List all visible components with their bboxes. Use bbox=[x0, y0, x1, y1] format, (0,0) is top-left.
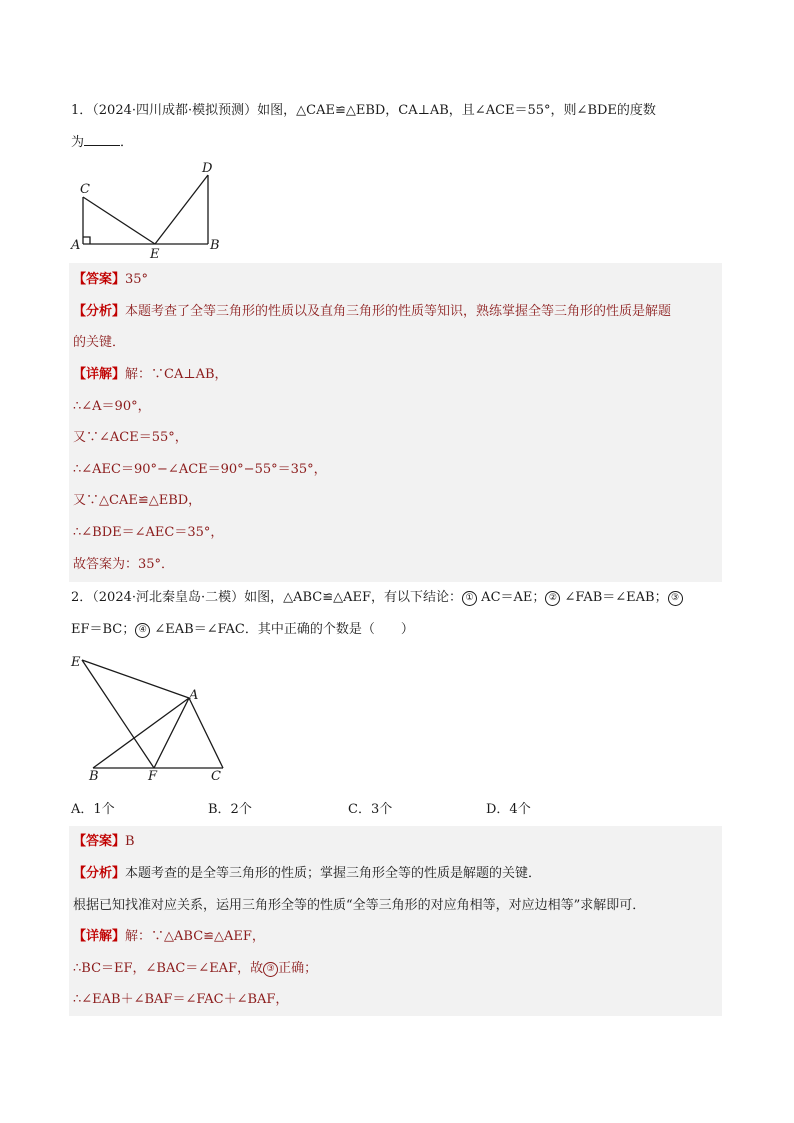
q1-label-d: D bbox=[202, 161, 213, 176]
q1-label-e: E bbox=[150, 247, 160, 262]
q1-analysis-text1: 本题考查了全等三角形的性质以及直角三角形的性质等知识，熟练掌握全等三角形的性质是解题 bbox=[125, 304, 672, 319]
q2-stem-line1 bbox=[71, 588, 683, 608]
q1-analysis-tag: 【分析】 bbox=[73, 304, 126, 319]
q2-segment-ac bbox=[189, 698, 223, 768]
q2-step-2: ∴∠EAB＋∠BAF＝∠FAC＋∠BAF， bbox=[73, 992, 289, 1007]
q1-solution-box bbox=[69, 263, 722, 582]
q2-stem-line2 bbox=[71, 620, 414, 640]
q2-analysis-line1 bbox=[73, 864, 541, 884]
q2-solution-box bbox=[69, 826, 722, 1016]
q2-option-c[interactable]: C．3个 bbox=[348, 802, 393, 817]
q2-segment-fa bbox=[154, 698, 189, 768]
q1-analysis-line2: 的关键． bbox=[73, 335, 126, 350]
q2-label-b: B bbox=[89, 769, 99, 784]
q2-analysis-line2: 根据已知找准对应关系，运用三角形全等的性质“全等三角形的对应角相等，对应边相等”求解即可． bbox=[73, 898, 646, 913]
q2-detail-line1 bbox=[73, 927, 265, 947]
q1-answer-blank bbox=[84, 133, 120, 146]
q2-circle-4: ④ bbox=[135, 623, 150, 638]
q1-segment-ed bbox=[155, 175, 208, 244]
q1-stem-line2 bbox=[71, 133, 133, 153]
q2-label-c: C bbox=[211, 769, 221, 784]
q1-label-b: B bbox=[210, 238, 220, 253]
q2-conclusion-1: AC＝AE； bbox=[477, 590, 546, 605]
q1-step-2: 又∵∠ACE＝55°， bbox=[73, 430, 188, 445]
q1-detail-tag: 【详解】 bbox=[73, 367, 126, 382]
q1-figure bbox=[62, 155, 232, 263]
q2-figure bbox=[62, 650, 232, 785]
q2-option-d[interactable]: D．4个 bbox=[486, 802, 531, 817]
q1-answer-line bbox=[73, 270, 148, 290]
q2-detail-tag: 【详解】 bbox=[73, 929, 126, 944]
q1-analysis-line1 bbox=[73, 302, 671, 322]
q2-label-e: E bbox=[71, 655, 81, 670]
q1-stem-suffix: ． bbox=[120, 135, 134, 150]
q1-step-1: ∴∠A＝90°， bbox=[73, 399, 151, 414]
q1-stem-prefix: 为 bbox=[71, 135, 85, 150]
q2-step-1 bbox=[73, 959, 317, 979]
q2-option-a[interactable]: A．1个 bbox=[71, 802, 115, 817]
q2-conclusion-3: EF＝BC； bbox=[71, 622, 136, 637]
q2-analysis-text1: 本题考查的是全等三角形的性质；掌握三角形全等的性质是解题的关键． bbox=[125, 866, 542, 881]
q2-segment-ea bbox=[82, 660, 189, 698]
q2-stem-text1: 2．（2024·河北秦皇岛·二模）如图，△ABC≌△AEF，有以下结论： bbox=[71, 590, 463, 605]
q2-conclusion-2: ∠FAB＝∠EAB； bbox=[560, 590, 668, 605]
q2-analysis-tag: 【分析】 bbox=[73, 866, 126, 881]
q2-answer-value: B bbox=[125, 834, 135, 849]
q1-step-6: 故答案为：35°． bbox=[73, 557, 175, 572]
q2-step-1-text: ∴BC＝EF，∠BAC＝∠EAF，故 bbox=[73, 961, 264, 976]
q2-label-a: A bbox=[189, 688, 199, 703]
q1-segment-ce bbox=[83, 197, 155, 244]
q2-step-1-end: 正确； bbox=[278, 961, 318, 976]
q2-circle-2: ② bbox=[545, 591, 560, 606]
q1-step-3: ∴∠AEC＝90°−∠ACE＝90°−55°＝35°， bbox=[73, 462, 327, 477]
q2-segment-ba bbox=[93, 698, 189, 768]
q1-detail-line1 bbox=[73, 365, 228, 385]
q2-circle-3: ③ bbox=[668, 591, 683, 606]
q1-detail-text1: 解：∵CA⊥AB， bbox=[125, 367, 228, 382]
q2-conclusion-4: ∠EAB＝∠FAC．其中正确的个数是（ ） bbox=[150, 622, 414, 637]
q2-label-f: F bbox=[148, 769, 158, 784]
q1-stem-line1: 1．（2024·四川成都·模拟预测）如图，△CAE≌△EBD，CA⊥AB，且∠ACE＝55°，则∠BDE的度数 bbox=[71, 103, 656, 118]
q2-step-1-circle: ③ bbox=[263, 962, 278, 977]
q2-circle-1: ① bbox=[462, 591, 477, 606]
q2-answer-line bbox=[73, 832, 135, 852]
q1-answer-value: 35° bbox=[125, 272, 149, 287]
q1-answer-tag: 【答案】 bbox=[73, 272, 126, 287]
q1-label-a: A bbox=[71, 238, 81, 253]
q1-step-5: ∴∠BDE＝∠AEC＝35°， bbox=[73, 525, 224, 540]
q2-option-b[interactable]: B．2个 bbox=[208, 802, 252, 817]
q2-detail-text1: 解：∵△ABC≌△AEF， bbox=[125, 929, 265, 944]
q2-segment-ef bbox=[82, 660, 154, 768]
q2-answer-tag: 【答案】 bbox=[73, 834, 126, 849]
q1-step-4: 又∵△CAE≌△EBD， bbox=[73, 493, 202, 508]
q1-right-angle-mark bbox=[83, 237, 90, 244]
q1-label-c: C bbox=[80, 182, 90, 197]
